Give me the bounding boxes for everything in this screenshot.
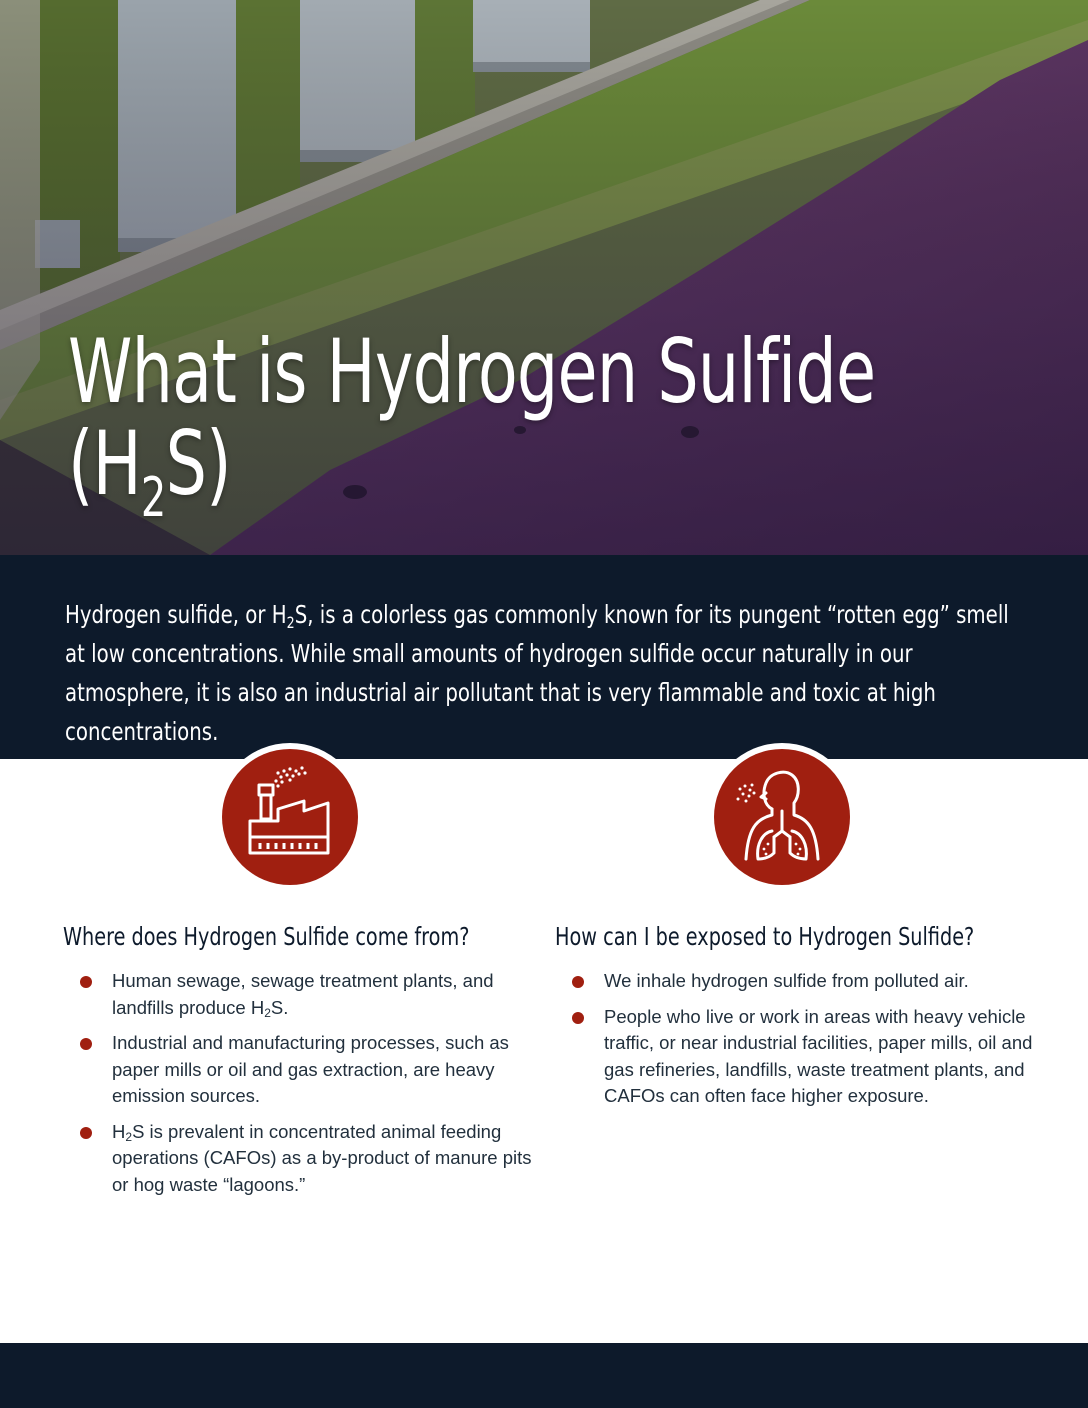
page-title bbox=[68, 320, 1030, 529]
factory-icon bbox=[222, 749, 358, 885]
footer-band bbox=[0, 1343, 1088, 1408]
intro-text-b: S, is a colorless gas commonly known for its pungent “rotten egg” smell at low concentrations. While small amounts of hydrogen sulfide occur naturally in our atmosphere, it is also an industrial air pollutant that is very flammable and toxic at high concentrations. bbox=[65, 600, 1009, 746]
sources-heading: Where does Hydrogen Sulfide come from? bbox=[63, 922, 470, 951]
intro-paragraph bbox=[65, 595, 1017, 751]
item-text: S. bbox=[270, 996, 289, 1018]
bullet-icon bbox=[80, 1127, 92, 1139]
title-subscript: 2 bbox=[140, 466, 166, 529]
exposure-section bbox=[555, 920, 1035, 1119]
intro-band bbox=[0, 555, 1088, 759]
title-open-text: (H bbox=[68, 412, 141, 515]
lungs-icon bbox=[714, 749, 850, 885]
title-close-text: S) bbox=[165, 412, 231, 515]
list-item bbox=[63, 1030, 543, 1110]
title-line-1: What is Hydrogen Sulfide bbox=[68, 320, 876, 423]
sources-section bbox=[63, 920, 543, 1207]
bullet-icon bbox=[80, 1038, 92, 1050]
item-text: Industrial and manufacturing processes, such as paper mills or oil and gas extraction, are heavy emission sources. bbox=[112, 1032, 509, 1106]
item-text: We inhale hydrogen sulfide from polluted air. bbox=[604, 970, 969, 991]
exposure-list bbox=[555, 968, 1035, 1110]
list-item bbox=[555, 1004, 1035, 1110]
title-line-2 bbox=[68, 412, 1030, 529]
list-item bbox=[63, 968, 543, 1021]
bullet-icon bbox=[80, 976, 92, 988]
item-text: S is prevalent in concentrated animal feeding operations (CAFOs) as a by-product of manure pits or hog waste “lagoons.” bbox=[112, 1120, 532, 1195]
hero-banner bbox=[0, 0, 1088, 555]
item-text: Human sewage, sewage treatment plants, and landfills produce H bbox=[112, 970, 494, 1018]
item-subscript: 2 bbox=[125, 1129, 133, 1144]
item-subscript: 2 bbox=[264, 1005, 271, 1020]
bullet-icon bbox=[572, 1012, 584, 1024]
intro-text-a: Hydrogen sulfide, or H bbox=[65, 600, 287, 629]
sources-list bbox=[63, 968, 543, 1198]
item-text: H bbox=[112, 1120, 126, 1142]
list-item bbox=[555, 968, 1035, 995]
intro-subscript: 2 bbox=[286, 613, 295, 632]
list-item bbox=[63, 1119, 543, 1199]
bullet-icon bbox=[572, 976, 584, 988]
exposure-heading: How can I be exposed to Hydrogen Sulfide? bbox=[555, 922, 975, 951]
item-text: People who live or work in areas with heavy vehicle traffic, or near industrial facilities, paper mills, oil and gas refineries, landfills, waste treatment plants, and CAFOs can often face higher exposure. bbox=[604, 1005, 1033, 1106]
